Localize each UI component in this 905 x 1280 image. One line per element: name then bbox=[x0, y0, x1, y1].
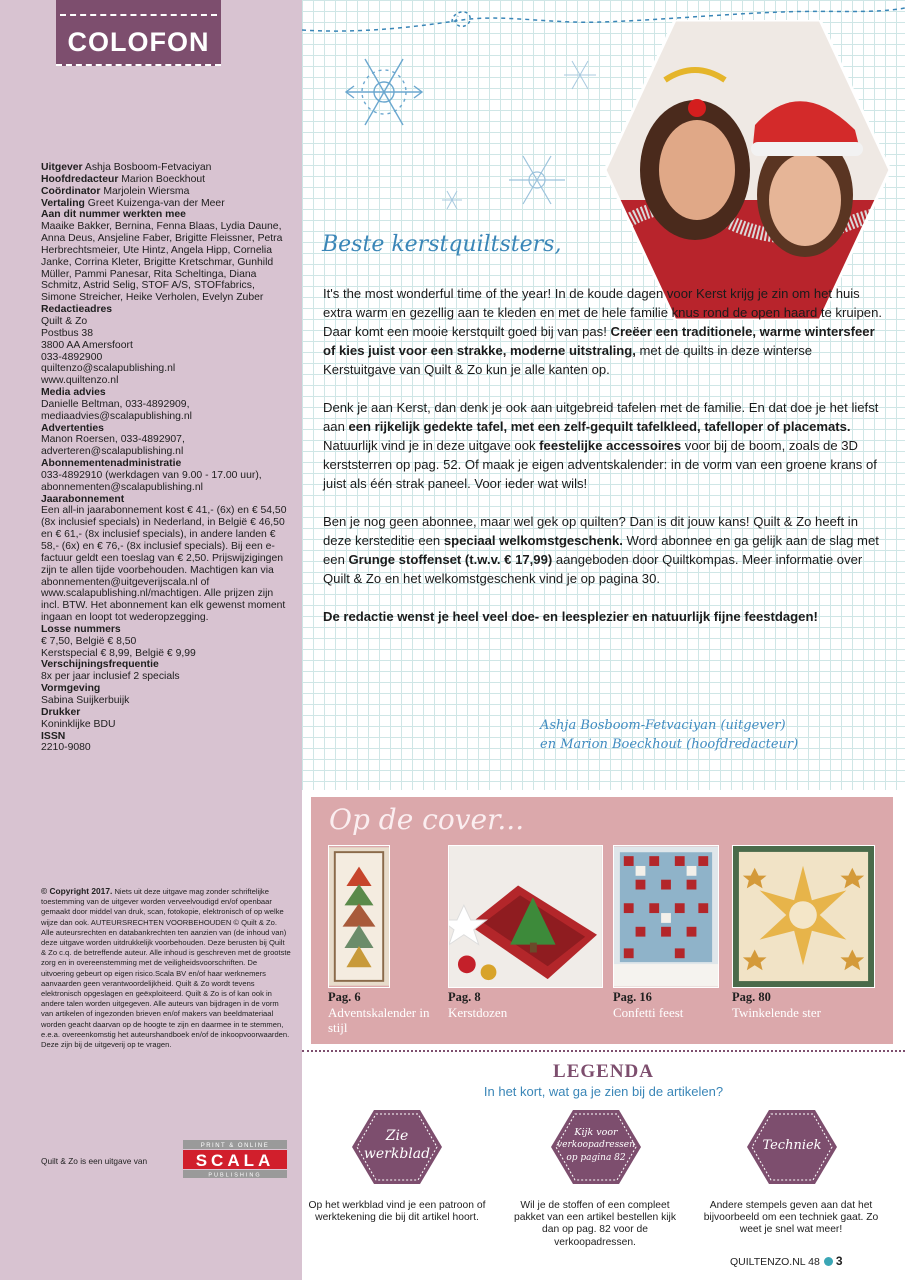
uitgever: Ashja Bosboom-Fetvaciyan bbox=[84, 162, 212, 173]
page-footer bbox=[730, 1254, 843, 1268]
letter-bold: een rijkelijk gedekte tafel, met een zelf-gequilt tafelkleed, tafelloper of placemats. bbox=[348, 419, 851, 434]
legenda-subtitle: In het kort, wat ga je zien bij de artikelen? bbox=[483, 1084, 724, 1099]
letter-paragraph bbox=[323, 512, 883, 588]
cover-image-kerstdozen bbox=[448, 845, 603, 988]
scala-bottom-text: PUBLISHING bbox=[208, 1172, 262, 1178]
cover-item-name: Kerstdozen bbox=[448, 1005, 508, 1020]
advertenties-line: adverteren@scalapublishing.nl bbox=[41, 446, 184, 458]
footer-site: QUILTENZO.NL 48 bbox=[730, 1256, 820, 1268]
cover-page-ref: Pag. 8 bbox=[448, 990, 481, 1004]
snowflake-icon bbox=[442, 191, 462, 209]
cover-page-ref: Pag. 80 bbox=[732, 990, 771, 1004]
redactieadres-line: 033-4892900 bbox=[41, 351, 103, 363]
section-divider bbox=[302, 1050, 905, 1052]
letter-signature bbox=[540, 716, 798, 754]
losse-line: Kerstspecial € 8,99, België € 9,99 bbox=[41, 647, 196, 659]
redactieadres-email: quiltenzo@scalapublishing.nl bbox=[41, 363, 176, 375]
label-media: Media advies bbox=[41, 387, 106, 399]
frequentie: 8x per jaar inclusief 2 specials bbox=[41, 671, 180, 683]
letter-text: Denk je aan Kerst, dan denk je ook aan uitgebreid tafelen met de familie. En dat doe je het liefst aan bbox=[323, 400, 879, 434]
signature-line: Ashja Bosboom-Fetvaciyan (uitgever) bbox=[540, 718, 786, 733]
publisher-text: Quilt & Zo is een uitgave van bbox=[41, 1156, 148, 1166]
letter-text: met de quilts in deze winterse Kerstuitgave van Quilt & Zo kun je alle kanten op. bbox=[323, 343, 813, 377]
advertenties-line: Manon Roersen, 033-4892907, bbox=[41, 434, 185, 446]
label-abonnementen: Abonnementenadministratie bbox=[41, 458, 182, 470]
copyright-label: © Copyright 2017. bbox=[41, 886, 113, 896]
colofon-title: COLOFON bbox=[67, 27, 210, 57]
redactieadres-line: Postbus 38 bbox=[41, 327, 93, 339]
cover-item-name: Adventskalender in stijl bbox=[328, 1005, 430, 1035]
redactieadres-line: 3800 AA Amersfoort bbox=[41, 339, 133, 351]
label-coordinator: Coördinator bbox=[41, 185, 101, 197]
vormgeving: Sabina Suijkerbuijk bbox=[41, 694, 130, 706]
legenda-description: Op het werkblad vind je een patroon of werktekening die bij dit artikel hoort. bbox=[308, 1200, 486, 1224]
redactieadres-website: www.quiltenzo.nl bbox=[41, 375, 119, 387]
editors-photo bbox=[605, 20, 890, 320]
letter-text: It's the most wonderful time of the year! In de koude dagen voor Kerst krijg je zin om het huis extra warm en gezellig aan te kleden en met de hele familie knus rond de open haard te kruipen. Daar komt een mooie kerstquilt goed bij van pas! bbox=[323, 286, 883, 339]
label-issn: ISSN bbox=[41, 730, 66, 742]
label-meewerkers: Aan dit nummer werkten mee bbox=[41, 209, 186, 221]
editorial-letter bbox=[323, 284, 883, 645]
colofon-text bbox=[41, 162, 291, 754]
letter-bold: feestelijke accessoires bbox=[539, 438, 682, 453]
hex-label: Techniek bbox=[762, 1138, 822, 1153]
media-line: mediaadvies@scalapublishing.nl bbox=[41, 410, 192, 422]
scala-main-text: SCALA bbox=[195, 1151, 275, 1170]
letter-bold: Grunge stoffenset (t.w.v. € 17,99) bbox=[348, 552, 553, 567]
techniek-stamp-icon bbox=[747, 1110, 837, 1184]
vertaling: Greet Kuizenga-van der Meer bbox=[87, 197, 225, 209]
letter-bold: Creëer een traditionele, warme wintersfeer of kies juist voor een strakke, moderne uitstraling, bbox=[323, 324, 875, 358]
letter-closing bbox=[323, 607, 883, 626]
label-vormgeving: Vormgeving bbox=[41, 683, 101, 695]
label-drukker: Drukker bbox=[41, 706, 81, 718]
snowflake-decoration bbox=[302, 30, 622, 230]
letter-greeting: Beste kerstquiltsters, bbox=[322, 232, 562, 257]
snowflake-icon bbox=[346, 59, 422, 125]
letter-bold: De redactie wenst je heel veel doe- en leesplezier en natuurlijk fijne feestdagen! bbox=[323, 609, 818, 624]
cover-item-name: Twinkelende ster bbox=[732, 1005, 821, 1020]
label-vertaling: Vertaling bbox=[41, 197, 85, 209]
letter-text: Ben je nog geen abonnee, maar wel gek op quilten? Dan is dit jouw kans! Quilt & Zo heeft in deze kersteditie een bbox=[323, 514, 858, 548]
letter-text: Natuurlijk vind je in deze uitgave ook bbox=[323, 438, 540, 453]
scala-logo bbox=[183, 1140, 287, 1178]
snowflake-icon bbox=[509, 156, 565, 204]
cover-image-confetti bbox=[613, 845, 719, 988]
label-redactieadres: Redactieadres bbox=[41, 304, 113, 316]
hex-label: verkoopadressen bbox=[557, 1140, 635, 1150]
hex-label: werkblad bbox=[363, 1146, 431, 1162]
abonnementen-line: abonnementen@scalapublishing.nl bbox=[41, 481, 203, 493]
cover-item-name: Confetti feest bbox=[613, 1005, 684, 1020]
abonnementen-line: 033-4892910 (werkdagen van 9.00 - 17.00 uur), bbox=[41, 469, 262, 481]
label-losse-nummers: Losse nummers bbox=[41, 623, 121, 635]
scala-top-text: PRINT & ONLINE bbox=[200, 1143, 270, 1149]
verkoopadressen-stamp-icon bbox=[551, 1110, 641, 1184]
snowflake-icon bbox=[564, 61, 596, 89]
letter-text: voor bij de boom, zoals de 3D kerststerren op pag. 52. Of maak je eigen adventskalender: in de vorm van een groene krans of juist als één strak paneel. Voor ieder wat wils! bbox=[323, 438, 877, 491]
colofon-sidebar bbox=[0, 0, 302, 1280]
label-jaarabonnement: Jaarabonnement bbox=[41, 493, 125, 505]
hoofdredacteur: Marion Boeckhout bbox=[121, 173, 206, 185]
hex-label: Zie bbox=[385, 1128, 409, 1144]
cover-section bbox=[311, 797, 893, 1044]
legenda-title: LEGENDA bbox=[553, 1061, 654, 1082]
signature-line: en Marion Boeckhout (hoofdredacteur) bbox=[540, 737, 799, 752]
letter-bold: speciaal welkomstgeschenk. bbox=[443, 533, 623, 548]
label-advertenties: Advertenties bbox=[41, 422, 104, 434]
meewerkers: Maaike Bakker, Bernina, Fenna Blaas, Lydia Daune, Anna Deus, Ansjeline Faber, Brigitte Fleissner, Petra Herbrechtsmeier, Ute Hintz, Angela Hipp, Cornelia Janke, Corrina Kleter, Brigitte Kretschmar, Gunhild Müller, Pammi Panesar, Rita Scheltinga, Diana Schmitz, Astrid Selig, STOF A/S, STOFfabrics, Simone Streicher, Heike Verholen, Evelyn Zuber bbox=[41, 221, 283, 304]
coordinator: Marjolein Wiersma bbox=[103, 185, 190, 197]
jaarabonnement: Een all-in jaarabonnement kost € 41,- (6x) en € 54,50 (8x inclusief specials) in Nederland, in België € 46,50 en € 61,- (8x inclusief specials), in andere landen € 58,- (6x) en € 76,- (8x inclusief specials). Bij een e-factuur geldt een toeslag van € 2,50. Prijswijzigingen zijn te allen tijde voorbehouden. Machtigen kan via abonnementen@uitgeverijscala.nl of www.scalapublishing.nl/machtigen. Alle prijzen zijn incl. BTW. Het abonnement kan elk gewenst moment ingaan en loopt tot wederopzegging. bbox=[41, 505, 287, 624]
issn: 2210-9080 bbox=[41, 742, 91, 754]
media-line: Danielle Beltman, 033-4892909, bbox=[41, 398, 190, 410]
losse-line: € 7,50, België € 8,50 bbox=[41, 635, 137, 647]
copyright-notice bbox=[41, 886, 291, 1050]
cover-image-adventskalender bbox=[328, 845, 390, 988]
hex-label: op pagina 82 bbox=[566, 1153, 626, 1163]
letter-text: Word abonnee en ga gelijk aan de slag met een bbox=[323, 533, 879, 567]
cover-page-ref: Pag. 16 bbox=[613, 990, 652, 1004]
footer-dot-icon bbox=[824, 1257, 833, 1266]
legenda-description: Andere stempels geven aan dat het bijvoorbeeld om een techniek gaat. Zo weet je snel wat meer! bbox=[703, 1200, 879, 1236]
label-frequentie: Verschijningsfrequentie bbox=[41, 659, 159, 671]
page-number: 3 bbox=[835, 1254, 843, 1268]
cover-page-ref: Pag. 6 bbox=[328, 990, 361, 1004]
copyright-text: Niets uit deze uitgave mag zonder schriftelijke toestemming van de uitgever worden verveelvoudigd en/of openbaar gemaakt door middel van druk, scan, fotokopie, elektronisch of op welke wijze dan ook. AUTEURSRECHTEN VOORBEHOUDEN © Quilt & Zo. Alle auteursrechten en databankrechten ten aanzien van (de inhoud van) deze uitgave worden uitdrukkelijk voorbehouden. Deze berusten bij Quilt & Zo c.q. de betreffende auteur. Alle inhoud is geschreven met de grootste zorg en in overeenstemming met de veiligheidsvoorschriften. De uitvoering gebeurt op eigen risico.Scala BV en/of haar werknemers aanvaarden geen verantwoordelijkheid. Quilt & Zo wordt tevens elektronisch opgeslagen en geëxploiteerd. Quilt & Zo is of kan ook in andere talen worden uitgegeven. Alle auteurs van bijdragen in de vorm van artikelen of ingezonden brieven en/of makers van beeldmateriaal worden geacht daarvan op de hoogte te zijn en daarmee in te stemmen, e.e.a. overeenkomstig het auteurshandboek en/of de inkoopvoorwaarden. Deze zijn bij de uitgeverij op te vragen. bbox=[41, 887, 291, 1050]
letter-text: aangeboden door Quiltkompas. Meer informatie over Quilt & Zo en het welkomstgeschenk vind je op pagina 30. bbox=[323, 552, 863, 586]
cover-image-twinkelende-ster bbox=[732, 845, 875, 988]
werkblad-stamp-icon bbox=[352, 1110, 442, 1184]
letter-paragraph bbox=[323, 398, 883, 493]
colofon-header bbox=[56, 0, 221, 66]
label-uitgever: Uitgever bbox=[41, 162, 83, 173]
drukker: Koninklijke BDU bbox=[41, 718, 116, 730]
redactieadres-line: Quilt & Zo bbox=[41, 315, 88, 327]
letter-paragraph bbox=[323, 284, 883, 379]
label-hoofdredacteur: Hoofdredacteur bbox=[41, 173, 119, 185]
hex-label: Kijk voor bbox=[574, 1127, 618, 1138]
cover-title: Op de cover... bbox=[329, 803, 525, 836]
legenda-description: Wil je de stoffen of een compleet pakket van een artikel bestellen kijk dan op pag. 82 voor de verkoopadressen. bbox=[514, 1200, 676, 1248]
